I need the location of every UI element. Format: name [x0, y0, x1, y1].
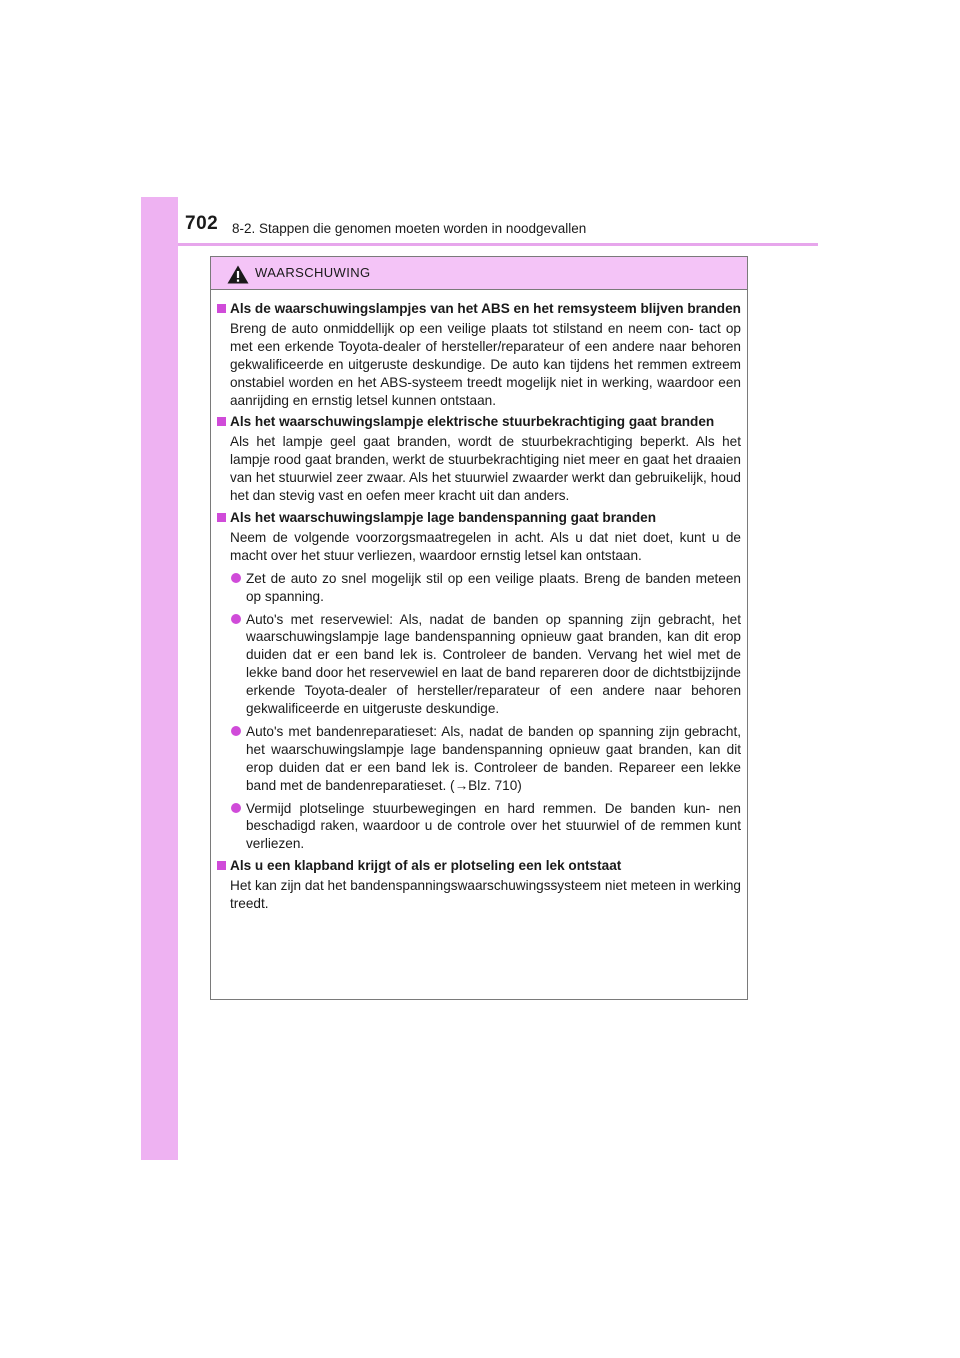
list-item — [231, 570, 741, 606]
square-bullet-icon — [217, 304, 226, 313]
warning-title: WAARSCHUWING — [255, 265, 371, 280]
section-heading-text: Als het waarschuwingslampje lage bandenspanning gaat branden — [230, 509, 657, 525]
warning-box — [210, 256, 748, 1000]
list-item-text: Auto's met reservewiel: Als, nadat de banden op spanning zijn gebracht, het waarschuwingslampje lage bandenspanning opnieuw gaat branden, kan dit erop duiden dat er een band lek is. Controleer de banden. Vervang het wiel met de lekke band door het reservewiel en laat de band repareren door de dichtstbijzijnde erkende Toyota-dealer of hersteller/reparateur of een andere naar behoren gekwalificeerde en uitgeruste deskundige. — [246, 611, 741, 717]
page-number: 702 — [185, 213, 219, 234]
warning-body — [211, 290, 747, 913]
square-bullet-icon — [217, 513, 226, 522]
list-item — [231, 723, 741, 795]
round-bullet-icon — [231, 573, 241, 583]
section-paragraph: Het kan zijn dat het bandenspanningswaarschuwingssysteem niet meteen in werking treedt. — [230, 878, 741, 912]
warning-section-blowout — [217, 857, 741, 913]
section-heading — [217, 300, 741, 318]
list-item-text: Vermijd plotselinge stuurbewegingen en hard remmen. De banden kun- nen beschadigd raken, waardoor u de controle over het stuurwiel of de remmen kunt verliezen. — [246, 800, 741, 852]
section-heading-text: Als de waarschuwingslampjes van het ABS en het remsysteem blijven branden — [230, 301, 741, 316]
section-paragraph: Als het lampje geel gaat branden, wordt de stuurbekrachtiging beperkt. Als het lampje rood gaat branden, werkt de stuurbekrachtiging niet meer en gaat het draaien van het stuurwiel zeer zwaar. Als het stuurwiel zwaarder werkt dan gebruikelijk, houd het dan stevig vast en oefen meer kracht uit dan anders. — [230, 434, 741, 504]
square-bullet-icon — [217, 861, 226, 870]
warning-section-eps — [217, 413, 741, 505]
square-bullet-icon — [217, 417, 226, 426]
section-heading-text: Als u een klapband krijgt of als er plotseling een lek ontstaat — [230, 858, 622, 874]
section-heading — [217, 509, 741, 527]
round-bullet-icon — [231, 803, 241, 813]
list-item-text: Auto's met bandenreparatieset: Als, nadat de banden op spanning zijn gebracht, het waarschuwingslampje lage bandenspanning opnieuw gaat branden, kan dit erop duiden dat er een band lek is. Controleer de banden. Repareer een lekke band met de bandenreparatieset. (→Blz. 710) — [246, 723, 741, 793]
warning-header — [211, 257, 747, 290]
section-title: 8-2. Stappen die genomen moeten worden in noodgevallen — [232, 221, 587, 236]
warning-section-abs — [217, 300, 741, 409]
section-heading — [217, 413, 741, 431]
warning-section-tire-pressure — [217, 509, 741, 853]
section-heading — [217, 857, 741, 875]
section-heading-text: Als het waarschuwingslampje elektrische stuurbekrachtiging gaat branden — [230, 414, 715, 430]
side-band — [141, 197, 178, 1160]
list-item-text: Zet de auto zo snel mogelijk stil op een veilige plaats. Breng de banden meteen op spanning. — [246, 570, 741, 604]
section-paragraph: Neem de volgende voorzorgsmaatregelen in acht. Als u dat niet doet, kunt u de macht over het stuur verliezen, waardoor ernstig letsel kan ontstaan. — [230, 529, 741, 563]
round-bullet-icon — [231, 726, 241, 736]
list-item — [231, 611, 741, 718]
round-bullet-icon — [231, 614, 241, 624]
list-item — [231, 800, 741, 854]
header-rule — [178, 243, 818, 246]
section-paragraph: Breng de auto onmiddellijk op een veilige plaats tot stilstand en neem con- tact op met een erkende Toyota-dealer of hersteller/reparateur of een andere naar behoren gekwalificeerde en uitgeruste deskundige. De auto kan tijdens het remmen extreem onstabiel worden en het ABS-systeem treedt mogelijk niet in werking, waardoor een aanrijding en ernstig letsel kunnen ontstaan. — [230, 320, 741, 408]
warning-triangle-icon — [227, 265, 249, 284]
